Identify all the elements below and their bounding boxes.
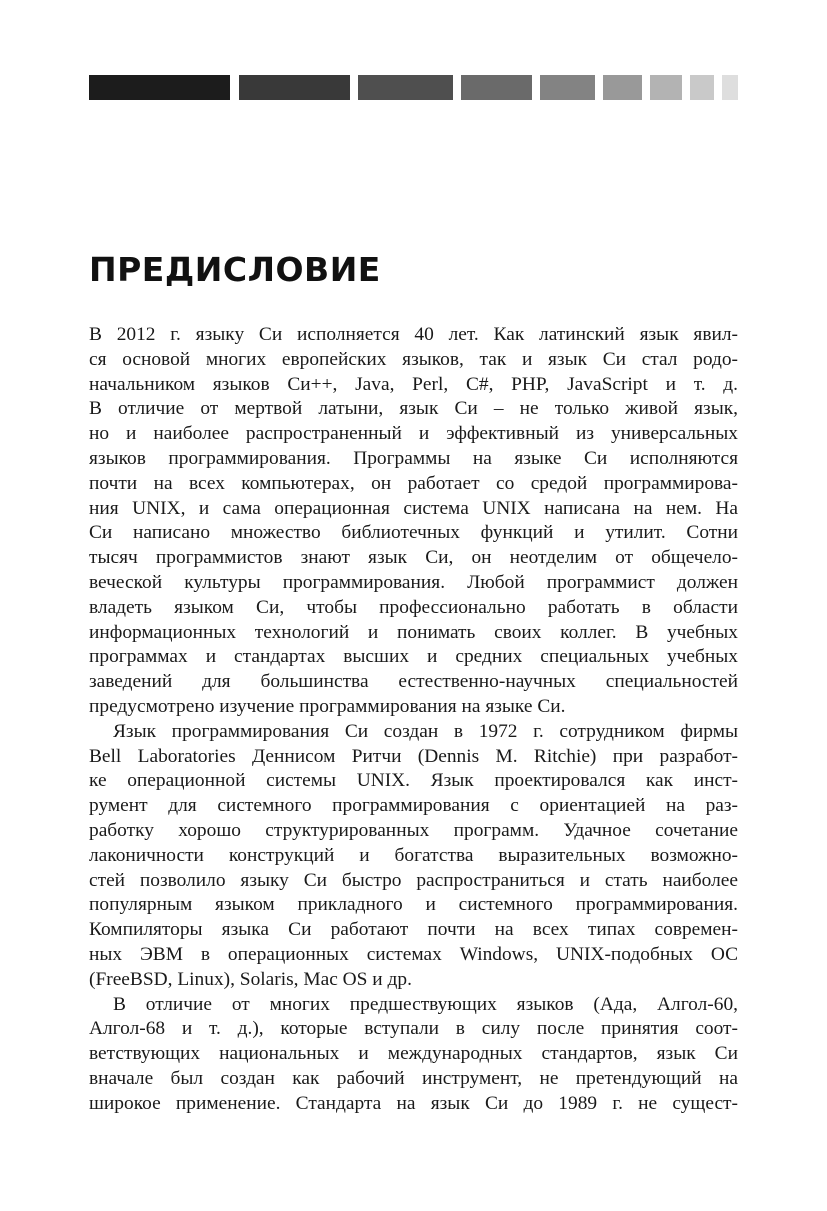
header-bar (461, 75, 532, 100)
text-line: ке операционной системы UNIX. Язык проектировался как инст- (89, 770, 738, 792)
text-line: вначале был создан как рабочий инструмент, не претендующий на (89, 1067, 738, 1089)
text-line: ных ЭВМ в операционных системах Windows, UNIX-подобных ОС (89, 943, 738, 965)
text-line: языков программирования. Программы на языке Си исполняются (89, 447, 738, 469)
text-line: заведений для большинства естественно-научных специальностей (89, 671, 738, 693)
body-text (89, 323, 738, 1117)
text-line: владеть языком Си, чтобы профессионально работать в области (89, 596, 738, 618)
text-line: предусмотрено изучение программирования на языке Си. (89, 695, 566, 717)
page-title: ПРЕДИСЛОВИЕ (89, 250, 381, 289)
header-bar (690, 75, 714, 100)
paragraph (89, 323, 738, 720)
paragraph (89, 720, 738, 993)
header-bar (358, 75, 453, 100)
text-line: Компиляторы языка Си работают почти на всех типах современ- (89, 919, 738, 941)
text-line: работку хорошо структурированных программ. Удачное сочетание (89, 819, 738, 841)
text-line: стей позволило языку Си быстро распространиться и стать наиболее (89, 869, 738, 891)
text-line: но и наиболее распространенный и эффективный из универсальных (89, 423, 738, 445)
text-line: начальником языков Си++, Java, Perl, C#, PHP, JavaScript и т. д. (89, 373, 738, 395)
text-line: В 2012 г. языку Си исполняется 40 лет. Как латинский язык явил- (89, 324, 738, 345)
header-bar (603, 75, 642, 100)
header-bar-strip (89, 75, 739, 100)
text-line: румент для системного программирования с ориентацией на раз- (89, 795, 738, 817)
text-line: ся основой многих европейских языков, так и язык Си стал родо- (89, 348, 738, 370)
text-line: веческой культуры программирования. Любой программист должен (89, 571, 738, 593)
paragraph (89, 993, 738, 1117)
text-line: широкое применение. Стандарта на язык Си до 1989 г. не сущест- (89, 1092, 738, 1114)
text-line: ветствующих национальных и международных стандартов, язык Си (89, 1043, 738, 1065)
text-line: тысяч программистов знают язык Си, он неотделим от общечело- (89, 547, 738, 569)
text-line: почти на всех компьютерах, он работает со средой программирова- (89, 472, 738, 494)
text-line: (FreeBSD, Linux), Solaris, Mac OS и др. (89, 968, 412, 990)
text-line: популярным языком прикладного и системного программирования. (89, 894, 738, 916)
text-line: Си написано множество библиотечных функций и утилит. Сотни (89, 522, 738, 544)
text-line: Алгол-68 и т. д.), которые вступали в силу после принятия соот- (89, 1018, 738, 1040)
header-bar (722, 75, 738, 100)
text-line: Bell Laboratories Деннисом Ритчи (Dennis M. Ritchie) при разработ- (89, 745, 738, 767)
text-line: В отличие от многих предшествующих языков (Ада, Алгол-60, (113, 993, 738, 1015)
header-bar (239, 75, 350, 100)
text-line: программах и стандартах высших и средних специальных учебных (89, 646, 738, 668)
text-line: ния UNIX, и сама операционная система UNIX написана на нем. На (89, 497, 738, 519)
text-line: В отличие от мертвой латыни, язык Си – не только живой язык, (89, 398, 738, 420)
text-line: информационных технологий и понимать своих коллег. В учебных (89, 621, 738, 643)
text-line: Язык программирования Си создан в 1972 г. сотрудником фирмы (113, 720, 738, 742)
header-bar (89, 75, 230, 100)
header-bar (540, 75, 595, 100)
header-bar (650, 75, 682, 100)
text-line: лаконичности конструкций и богатства выразительных возможно- (89, 844, 738, 866)
